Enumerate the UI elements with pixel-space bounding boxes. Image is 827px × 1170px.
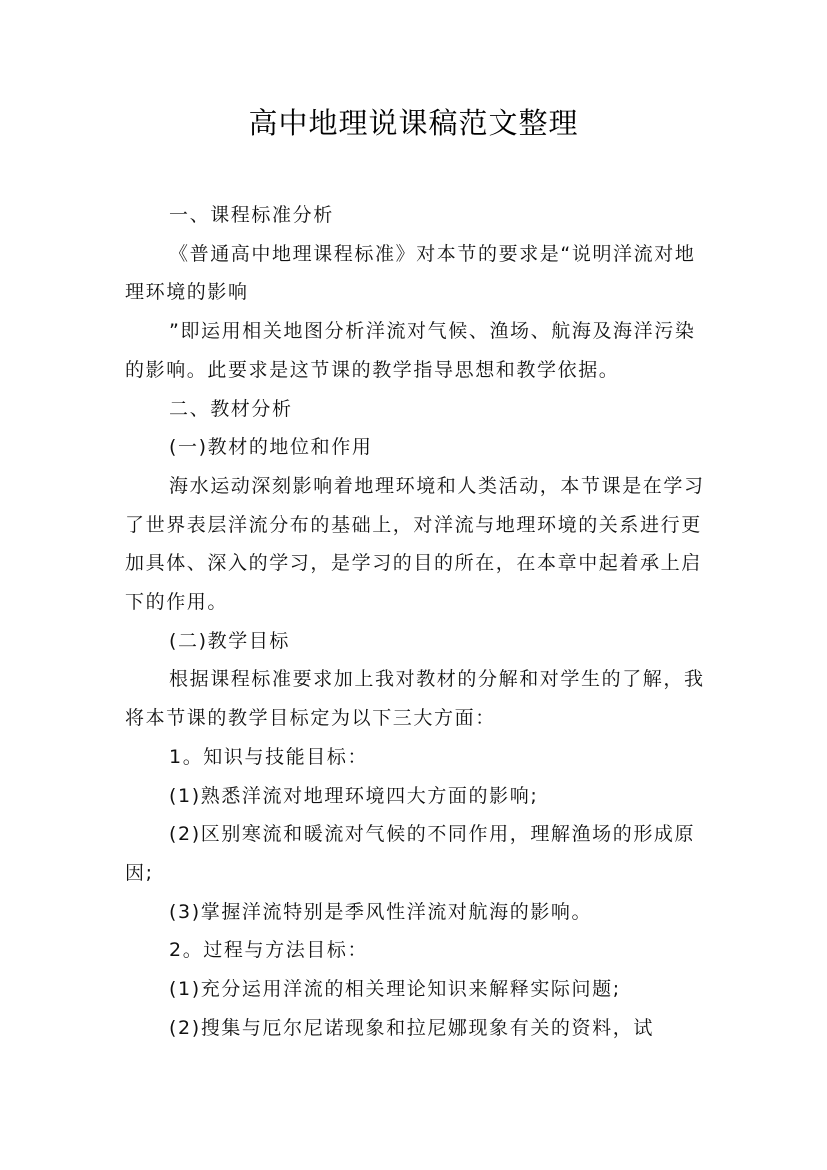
paragraph: 海水运动深刻影响着地理环境和人类活动，本节课是在学习了世界表层洋流分布的基础上，对洋流与地理环境的关系进行更加具体、深入的学习，是学习的目的所在，在本章中起着承上启下的作用。 bbox=[125, 474, 705, 614]
paragraph: ”即运用相关地图分析洋流对气候、渔场、航海及海洋污染的影响。此要求是这节课的教学指导思想和教学依据。 bbox=[125, 320, 696, 381]
list-item: (2)搜集与厄尔尼诺现象和拉尼娜现象有关的资料，试 bbox=[169, 1016, 654, 1039]
subheading-teaching-goals: (二)教学目标 bbox=[169, 629, 291, 652]
paragraph: 根据课程标准要求加上我对教材的分解和对学生的了解，我将本节课的教学目标定为以下三大方面： bbox=[125, 668, 705, 730]
document-title: 高中地理说课稿范文整理 bbox=[248, 106, 579, 140]
section-heading-curriculum: 一、课程标准分析 bbox=[169, 204, 334, 226]
list-heading-process-method: 2。过程与方法目标： bbox=[169, 939, 369, 962]
section-heading-textbook: 二、教材分析 bbox=[169, 397, 293, 420]
subheading-position-role: (一)教材的地位和作用 bbox=[169, 436, 373, 459]
document-body bbox=[125, 196, 710, 1047]
list-item: (3)掌握洋流特别是季风性洋流对航海的影响。 bbox=[169, 900, 593, 923]
list-item: (2)区别寒流和暖流对气候的不同作用，理解渔场的形成原因; bbox=[125, 823, 696, 884]
paragraph: 《普通高中地理课程标准》对本节的要求是“说明洋流对地理环境的影响 bbox=[125, 242, 696, 304]
list-heading-knowledge-skills: 1。知识与技能目标： bbox=[169, 745, 369, 768]
list-item: (1)充分运用洋流的相关理论知识来解释实际问题; bbox=[169, 978, 621, 1001]
list-item: (1)熟悉洋流对地理环境四大方面的影响; bbox=[169, 784, 539, 807]
